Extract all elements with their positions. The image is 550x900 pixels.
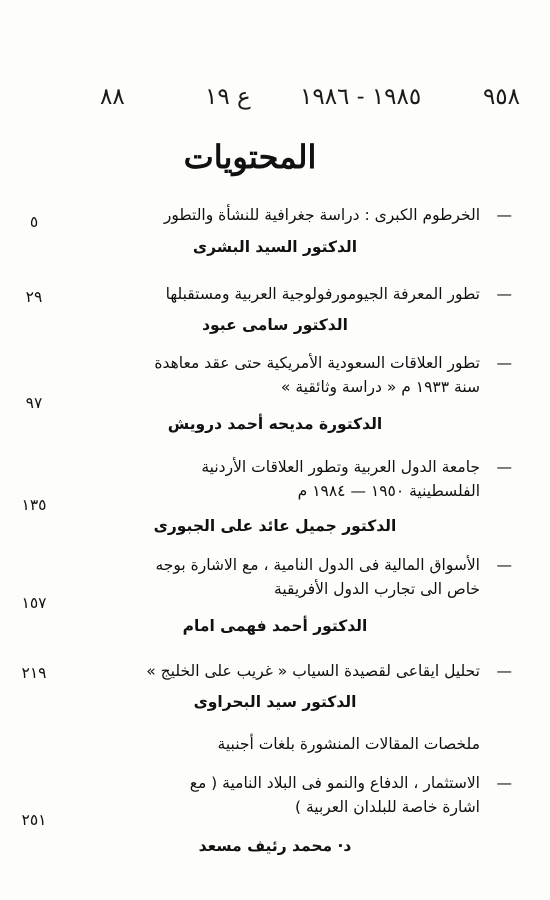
entry-dash: —	[496, 206, 512, 224]
page-title: المحتويات	[183, 138, 317, 176]
entry-dash: —	[496, 774, 512, 792]
toc-entry	[154, 351, 512, 399]
entry-author: الدكتور جميل عائد على الجبورى	[153, 517, 397, 535]
entry-title-line: اشارة خاصة للبلدان العربية )	[294, 798, 480, 816]
entry-page-number: ٥	[29, 213, 39, 231]
entry-title-line: تطور العلاقات السعودية الأمريكية حتى عقد معاهدة	[154, 354, 480, 372]
header-years: ١٩٨٥ - ١٩٨٦	[300, 84, 422, 110]
entry-title-line: سنة ١٩٣٣ م « دراسة وثائقية »	[280, 378, 480, 396]
entry-author: الدكتور السيد البشرى	[192, 238, 358, 256]
toc-entry	[189, 771, 512, 819]
entry-dash: —	[496, 662, 512, 680]
toc-entry	[155, 553, 512, 601]
header-volume: ٨٨	[100, 84, 125, 110]
toc-entry	[165, 282, 512, 306]
entry-title-line: خاص الى تجارب الدول الأفريقية	[274, 580, 480, 598]
entry-author: الدكتور سامى عبود	[202, 316, 348, 334]
entry-page-number: ٢١٩	[21, 664, 47, 682]
entry-dash: —	[496, 556, 512, 574]
entry-page-number: ٢٩	[25, 288, 43, 306]
entry-title-line: الأسواق المالية فى الدول النامية ، مع الاشارة بوجه	[155, 556, 480, 574]
entry-author: د· محمد رئيف مسعد	[198, 837, 352, 855]
entry-title-line: تطور المعرفة الجيومورفولوجية العربية ومستقبلها	[165, 285, 480, 303]
entry-author: الدكتورة مديحه أحمد درويش	[167, 415, 383, 433]
entry-title-line: تحليل ايقاعى لقصيدة السياب « غريب على الخليج »	[146, 662, 480, 680]
entry-dash: —	[496, 285, 512, 303]
section-heading: ملخصات المقالات المنشورة بلغات أجنبية	[217, 735, 480, 753]
entry-page-number: ١٥٧	[21, 594, 47, 612]
entry-title-line: الفلسطينية ١٩٥٠ — ١٩٨٤ م	[297, 482, 480, 500]
entry-title-line: الخرطوم الكبرى : دراسة جغرافية للنشأة والتطور	[163, 206, 480, 224]
toc-entry	[146, 659, 512, 683]
entry-author: الدكتور سيد البحراوى	[193, 693, 357, 711]
toc-entry	[163, 203, 512, 227]
entry-page-number: ١٣٥	[21, 496, 47, 514]
entry-title-line: جامعة الدول العربية وتطور العلاقات الأردنية	[201, 458, 480, 476]
header-code: ٩٥٨	[482, 84, 520, 110]
entry-author: الدكتور أحمد فهمى امام	[182, 617, 368, 635]
header-issue-number: ع ١٩	[205, 84, 251, 110]
entry-dash: —	[496, 354, 512, 372]
entry-dash: —	[496, 458, 512, 476]
entry-page-number: ٢٥١	[21, 811, 47, 829]
entry-page-number: ٩٧	[25, 394, 43, 412]
handwritten-header	[0, 84, 550, 124]
entry-title-line: الاستثمار ، الدفاع والنمو فى البلاد النامية ( مع	[189, 774, 480, 792]
toc-entry	[201, 455, 512, 503]
